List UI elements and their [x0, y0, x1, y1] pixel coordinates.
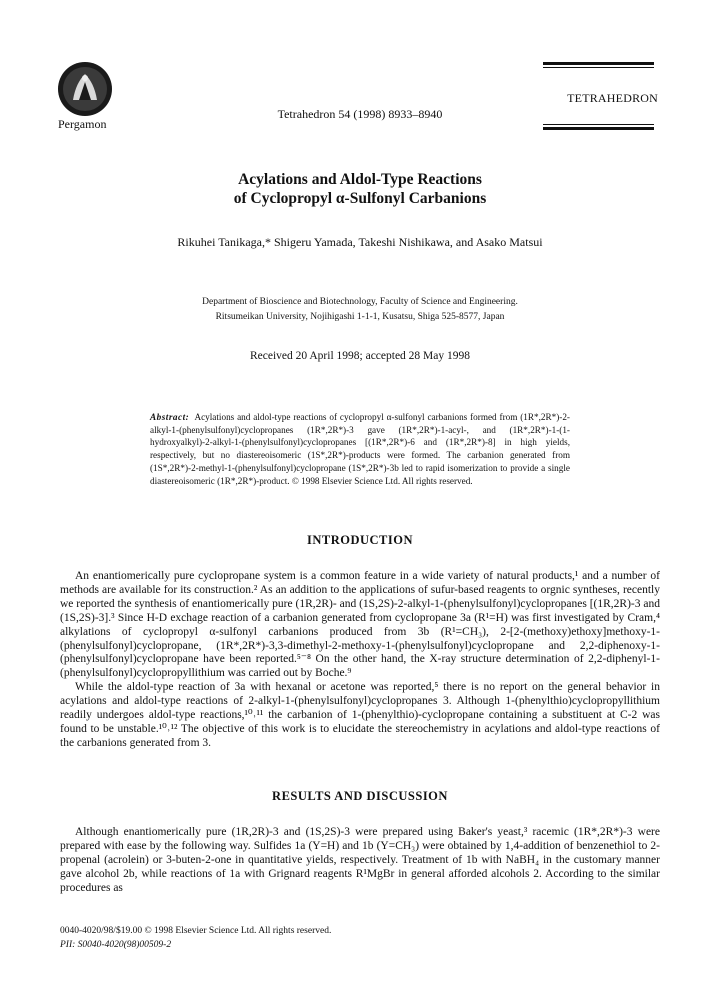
footer	[60, 924, 331, 952]
pii-line: PII: S0040-4020(98)00509-2	[60, 940, 172, 950]
introduction-heading: INTRODUCTION	[306, 533, 413, 547]
affiliation-line-2: Ritsumeikan University, Nojihigashi 1-1-1, Kusatsu, Shiga 525-8577, Japan	[215, 312, 505, 322]
header-rule-top	[543, 62, 654, 65]
results-heading: RESULTS AND DISCUSSION	[272, 789, 448, 803]
title-line-1: Acylations and Aldol-Type Reactions	[238, 171, 482, 188]
header-rule-bottom-thin	[543, 124, 654, 125]
article-title	[0, 170, 720, 208]
intro-paragraph-1: An enantiomerically pure cyclopropane system is a common feature in a wide variety of natural products,¹ and a number of methods are available for its construction.² As an addition to the applications of sufur-based reagents to orgnic syntheses, recently we reported the synthesis of enantiomerically pure (1R,2R)- and (1S,2S)-2-alkyl-1-(phenylsulfonyl)cyclopropanes [(1R,2R)-3 and (1S,2S)-3].³ Since H-D exchage reaction of a carbanion generated from cyclopropane 3a (R¹=H) was first investigated by Cram,⁴ alkylations of cyclopropyl α-sulfonyl carbanions produced from 3b (R¹=CH₃), 2-[2-(methoxy)ethoxy]methoxy-1-(phenylsulfonyl)cyclopropane, (1R*,2R*)-3,3-dimethyl-2-methoxy-1-(phenylsulfonyl)cyclopropane and 2,2-diphenoxy-1-(phenylsulfonyl)cyclopropane have been reported.⁵⁻⁸ On the other hand, the X-ray structure determination of 2,2-diphenyl-1-(phenylsulfonyl)cyclopropyllithium was carried out by Boche.⁹	[60, 570, 660, 680]
results-paragraph-1: Although enantiomerically pure (1R,2R)-3 and (1S,2S)-3 were prepared using Baker's yeast,³ racemic (1R*,2R*)-3 were prepared with ease by the following way. Sulfides 1a (Y=H) and 1b (Y=CH₃) were obtained by 1,4-addition of benzenethiol to 2-propenal (acrolein) or 3-buten-2-one in quantitative yields, respectively. Treatment of 1b with NaBH₄ in the customary manner gave alcohol 2b, while reactions of 1a with Grignard reagents R¹MgBr in general afforded alcohols 2. According to the similar procedures as	[60, 826, 660, 894]
journal-reference: Tetrahedron 54 (1998) 8933–8940	[277, 107, 443, 121]
copyright-line: 0040-4020/98/$19.00 © 1998 Elsevier Science Ltd. All rights reserved.	[60, 926, 332, 936]
results-body	[60, 826, 660, 896]
abstract-label: Abstract:	[150, 412, 190, 422]
intro-paragraph-2: While the aldol-type reaction of 3a with hexanal or acetone was reported,⁵ there is no report on the general behavior in acylations and aldol-type reactions of 2-alkyl-1-(phenylsulfonyl)cyclopropanes 3. Although 1-(phenylthio)cyclopropyllithium readily undergoes aldol-type reactions,¹⁰˒¹¹ the carbanion of 1-(phenylthio)-cyclopropane containing a substituent at C-2 was found to be unstable.¹⁰˒¹² The objective of this work is to elucidate the stereochemistry in acylations and aldol-type reactions of the carbanions generated from 3.	[60, 681, 660, 749]
received-dates: Received 20 April 1998; accepted 28 May 1998	[249, 350, 471, 362]
header-rule-bottom	[543, 127, 654, 130]
affiliation-line-1: Department of Bioscience and Biotechnology, Faculty of Science and Engineering.	[202, 297, 518, 307]
abstract	[150, 411, 570, 487]
introduction-body	[60, 570, 660, 751]
abstract-text: Acylations and aldol-type reactions of cyclopropyl α-sulfonyl carbanions formed from (1R*,2R*)-2-alkyl-1-(phenylsulfonyl)cyclopropanes (1R*,2R*)-3 gave (1R*,2R*)-1-acyl-, and (1R*,2R*)-1-(1-hydroxyalkyl)-2-alkyl-1-(phenylsulfonyl)cyclopropanes [(1R*,2R*)-6 and (1R*,2R*)-8] in high yields, respectively, but no diastereoisomeric (1S*,2R*)-products were formed. The carbanion generated from (1S*,2R*)-2-methyl-1-(phenylsulfonyl)cyclopropane (1S*,2R*)-3b led to rapid isomerization to provide a single diastereoisomeric (1R*,2R*)-product. © 1998 Elsevier Science Ltd. All rights reserved.	[150, 412, 570, 486]
author-list: Rikuhei Tanikaga,* Shigeru Yamada, Takeshi Nishikawa, and Asako Matsui	[177, 235, 543, 249]
affiliation	[0, 295, 720, 325]
journal-name: TETRAHEDRON	[567, 91, 658, 105]
publisher-name: Pergamon	[58, 117, 107, 131]
title-line-2: of Cyclopropyl α-Sulfonyl Carbanions	[233, 190, 487, 207]
header-rule-top-thin	[543, 67, 654, 68]
